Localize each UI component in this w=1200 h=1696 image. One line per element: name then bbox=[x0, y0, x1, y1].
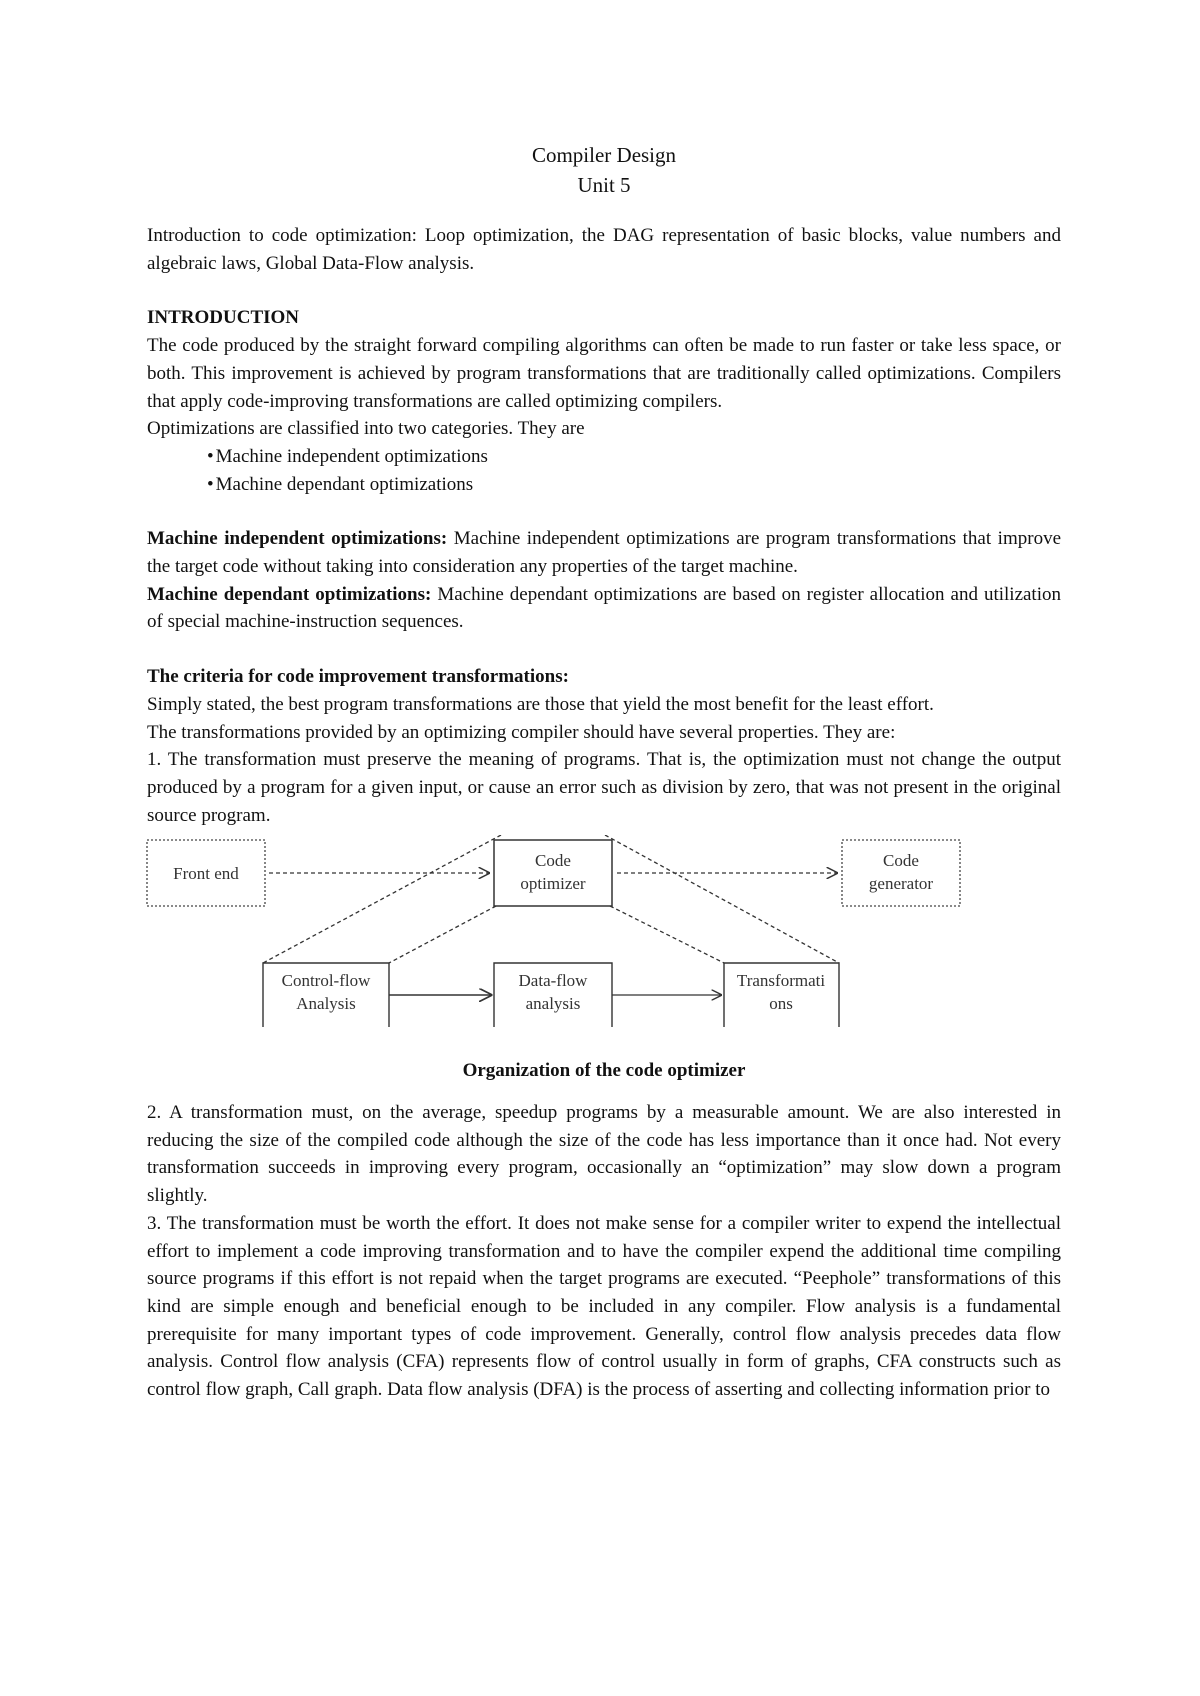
data-flow-label-line2: analysis bbox=[525, 994, 581, 1014]
document-page bbox=[147, 140, 1061, 1404]
machine-independent-paragraph bbox=[147, 525, 1061, 580]
code-optimizer-box bbox=[494, 840, 612, 906]
code-optimizer-diagram bbox=[147, 835, 1061, 1043]
diagonal-optimizer-to-transformations-inner bbox=[610, 906, 724, 963]
code-generator-label-line1: Code bbox=[883, 851, 919, 871]
code-generator-label-line2: generator bbox=[868, 874, 934, 894]
control-flow-label-line1: Control-flow bbox=[281, 971, 371, 991]
criteria-paragraph-2: The transformations provided by an optimizing compiler should have several properties. They are: bbox=[147, 721, 896, 743]
diagonal-optimizer-to-transformations-outer bbox=[605, 835, 839, 963]
intro-topics: Introduction to code optimization: Loop optimization, the DAG representation of basic blocks, value numbers and algebraic laws, Global Data-Flow analysis. bbox=[147, 225, 1061, 274]
criteria-paragraph-1: Simply stated, the best program transformations are those that yield the most benefit for the least effort. bbox=[147, 693, 934, 715]
machine-dependant-text: Machine dependant optimizations are based on register allocation and utilization of special machine-instruction sequences. bbox=[147, 583, 1061, 633]
document-title: Compiler Design bbox=[531, 143, 677, 167]
code-optimizer-label-line2: optimizer bbox=[520, 874, 586, 894]
criteria-point-1: 1. The transformation must preserve the meaning of programs. That is, the optimization must not change the output produced by a program for a given input, or cause an error such as division by zero, that was not present in the original source program. bbox=[147, 749, 1061, 826]
diagonal-optimizer-to-controlflow-outer bbox=[263, 835, 501, 963]
diagram-svg bbox=[139, 835, 1069, 1043]
code-generator-box bbox=[842, 840, 960, 906]
intro-paragraph: The code produced by the straight forward compiling algorithms can often be made to run faster or take less space, or both. This improvement is achieved by program transformations that are traditionally called optimizations. Compilers that apply code-improving transformations are called optimizing compilers. bbox=[147, 335, 1061, 412]
front-end-label: Front end bbox=[173, 864, 239, 884]
code-optimizer-label-line1: Code bbox=[535, 851, 571, 871]
criteria-point-3: 3. The transformation must be worth the effort. It does not make sense for a compiler writer to expend the intellectual effort to implement a code improving transformation and to have the compiler expend the additional time compiling source programs if this effort is not repaid when the target programs are executed. “Peephole” transformations of this kind are simple enough and beneficial enough to be included in any compiler. Flow analysis is a fundamental prerequisite for many important types of code improvement. Generally, control flow analysis precedes data flow analysis. Control flow analysis (CFA) represents flow of control usually in form of graphs, CFA constructs such as control flow graph, Call graph. Data flow analysis (DFA) is the process of asserting and collecting information prior to bbox=[147, 1212, 1061, 1401]
diagonal-optimizer-to-controlflow-inner bbox=[389, 906, 496, 963]
categories-list bbox=[147, 443, 1061, 498]
control-flow-label-line2: Analysis bbox=[296, 994, 356, 1014]
machine-independent-text: Machine independent optimizations are program transformations that improve the target code without taking into consideration any properties of the target machine. bbox=[147, 528, 1062, 578]
figure-caption: Organization of the code optimizer bbox=[462, 1060, 746, 1082]
data-flow-label-line1: Data-flow bbox=[518, 971, 588, 991]
category-item: • Machine independent optimizations bbox=[207, 443, 1061, 471]
section-heading: INTRODUCTION bbox=[147, 307, 300, 329]
category-item: • Machine dependant optimizations bbox=[207, 471, 1061, 499]
criteria-heading: The criteria for code improvement transformations: bbox=[147, 666, 569, 688]
machine-independent-term: Machine independent optimizations: bbox=[147, 528, 448, 550]
transformations-label-line2: ons bbox=[769, 994, 793, 1014]
machine-dependant-term: Machine dependant optimizations: bbox=[147, 583, 432, 605]
categories-line: Optimizations are classified into two categories. They are bbox=[147, 418, 585, 440]
transformations-label-line1: Transformati bbox=[736, 971, 826, 991]
document-subtitle: Unit 5 bbox=[577, 173, 631, 197]
machine-dependant-paragraph bbox=[147, 581, 1061, 636]
criteria-point-2: 2. A transformation must, on the average, speedup programs by a measurable amount. We are also interested in reducing the size of the compiled code although the size of the code has less importance than it once had. Not every transformation succeeds in improving every program, occasionally an “optimization” may slow down a program slightly. bbox=[147, 1102, 1061, 1207]
